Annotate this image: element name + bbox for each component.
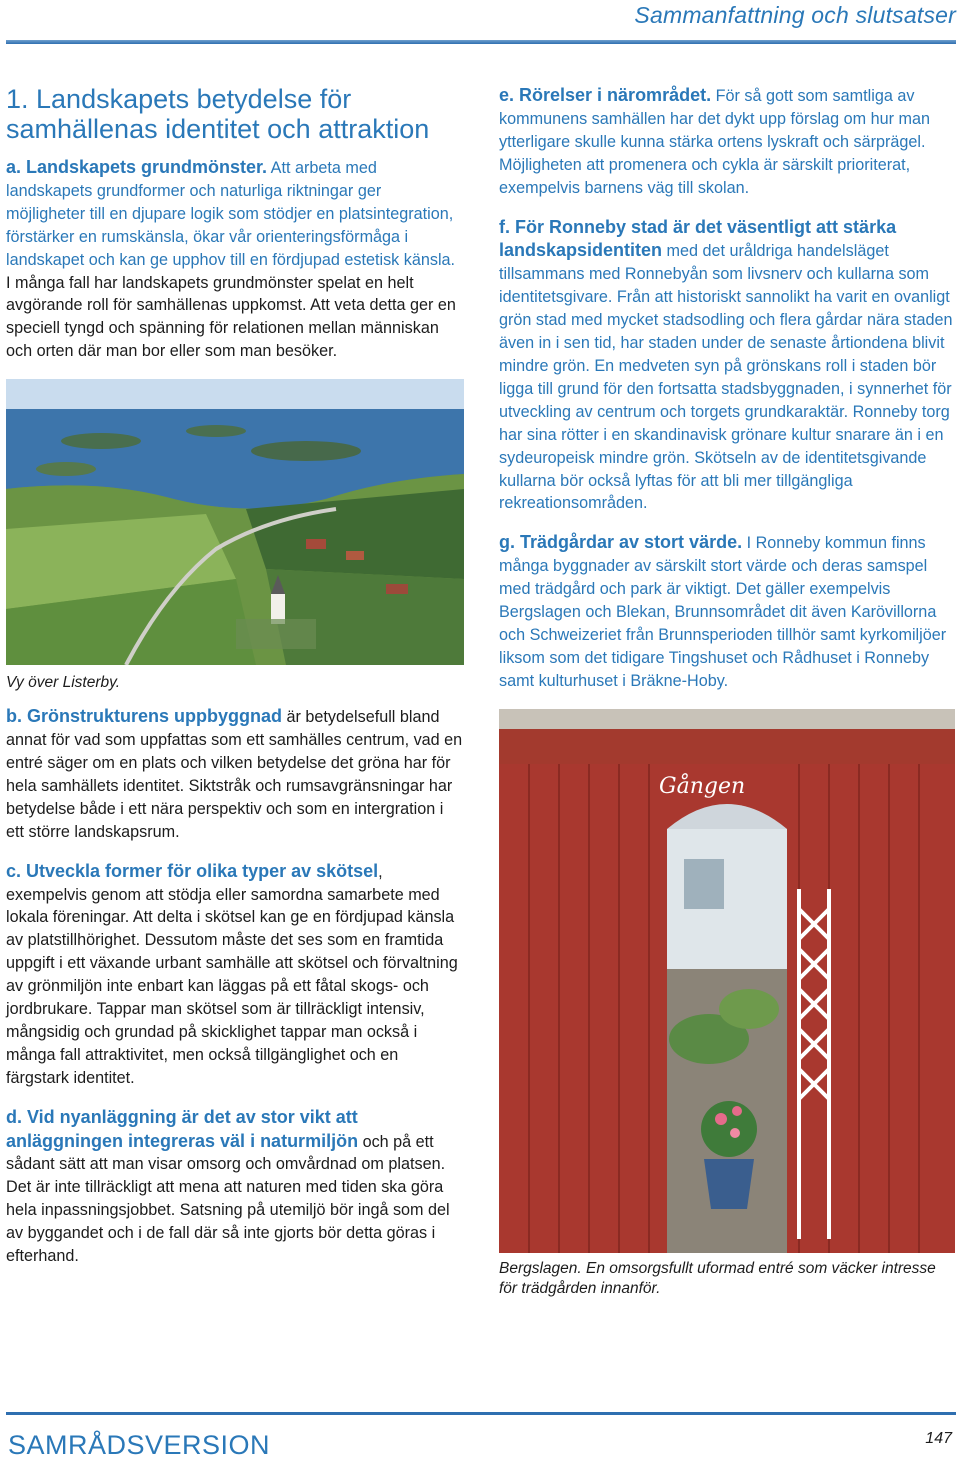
heading-f: f. För Ronneby stad är det väsentligt att stärka landskapsidentiten [499, 216, 897, 261]
aerial-caption: Vy över Listerby. [6, 674, 121, 692]
gate-photo-bergslagen [499, 709, 955, 1253]
section-title: 1. Landskapets betydelse för samhällenas identitet och attraktion [6, 84, 430, 144]
body-b: är betydelsefull bland annat för vad som uppfattas som ett samhälles centrum, vad en entré säger om en plats och vilken betydelse det gröna har för hela samhällets identitet. Siktstråk och rumsavgränsningar har betydelse både i ett nära perspektiv och som en intergration i ett större landskapsrum. [6, 708, 463, 841]
left-column [6, 84, 464, 1284]
paragraph-a [6, 156, 464, 363]
right-column [499, 84, 955, 1299]
body-a-accent: Att arbeta med landskapets grundformer och naturliga riktningar ger möjligheter till en djupare logik som stödjer en platsintegration, förstärker en rumskänsla, ökar vår orienteringsförmåga i landskapet och kan ge upphov till en fördjupad estetisk känsla. [6, 159, 456, 269]
gate-caption: Bergslagen. En omsorgsfullt uformad entré som väcker intresse för trädgården innanför. [499, 1259, 936, 1297]
paragraph-d [6, 1106, 464, 1268]
paragraph-f [499, 216, 955, 516]
aerial-photo-listerby [6, 379, 464, 665]
heading-c: c. Utveckla former för olika typer av skötsel [6, 860, 379, 881]
body-g: I Ronneby kommun finns många byggnader av särskilt stort värde och deras samspel med trädgård och park är viktigt. Det gäller exempelvis Bergslagen och Blekan, Brunnsområdet dit även Karövillorna och Schweizeriet från Brunnsperioden tillhör samt kyrkomiljöer liksom som det tidigare Tingshuset och Rådhuset i Ronneby samt kulturhuset i Bräkne-Hoby. [499, 534, 947, 690]
heading-e: e. Rörelser i närområdet. [499, 85, 712, 105]
body-a: I många fall har landskapets grundmönster spelat en helt avgörande roll för samhällenas uppkomst. Att veta detta ger en speciell tyngd och spänning för relationen mellan människan och orten där man bor eller som man besöker. [6, 273, 456, 361]
running-header: Sammanfattning och slutsatser [634, 2, 956, 28]
body-c: , exempelvis genom att stödja eller samordna samarbete med lokala föreningar. Att delta i skötsel kan ge en fördjupad känsla av platstillhörighet. Dessutom måste det ses som en framtida uppgift i ett växande urbant samhälle att skötsel och förvaltning av grönmiljön inte enbart kan läggas på ett fåtal skogs- och jordbrukare. Tappar man skötsel som är tillräckligt intensiv, mångsidig och grundad på skicklighet tappar man också i många fall attraktivitet, men också tillgänglighet och en färgstark identitet. [6, 862, 458, 1087]
page-number: 147 [925, 1430, 952, 1447]
aerial-photo-illustration [6, 379, 464, 665]
body-e: För så gott som samtliga av kommunens samhällen har det dykt upp förslag om hur man ytterligare skulle kunna stärka ortens lyskraft och särprägel. Möjligheten att promenera och cykla är särskilt prioriterat, exempelvis barnens väg till skolan. [499, 87, 930, 197]
footer-label: SAMRÅDSVERSION [8, 1430, 271, 1460]
paragraph-b [6, 705, 464, 843]
paragraph-e [499, 84, 955, 200]
footer-rule [6, 1412, 956, 1415]
gate-photo-illustration [499, 709, 955, 1253]
heading-a: a. Landskapets grundmönster. [6, 157, 268, 177]
gate-sign-text: Gången [659, 773, 746, 799]
body-d: och på ett sådant sätt att man visar omsorg och omvårdnad om platsen. Det är inte tillräckligt att mena att naturen med tiden ska göra hela inpassningsjobbet. Satsning på utemiljö bör ingå som del av byggandet och i de fall där så inte gjorts bör detta göras i efterhand. [6, 1132, 450, 1266]
heading-g: g. Trädgårdar av stort värde. [499, 532, 743, 553]
paragraph-c [6, 860, 464, 1090]
heading-b: b. Grönstrukturens uppbyggnad [6, 706, 283, 727]
heading-d: d. Vid nyanläggning är det av stor vikt att anläggningen integreras väl i naturmiljön [6, 1106, 359, 1151]
body-f: med det uråldriga handelsläget tillsammans med Ronnebyån som livsnerv och kullarna som identitetsgivare. Från att historiskt sannolikt ha varit en ovanligt grön stad med mycket stadsodling och flera gårdar nära staden även in i sen tid, har staden under de senaste årtiondena blivit mindre grön. En medveten syn på grönskans roll i staden bör ligga till grund för den fortsatta stadsbyggnaden, i synnerhet för utveckling av centrum och torgets grundkaraktär. Ronneby torg har sina rötter i en skandinavisk grönare kultur snarare än i en sydeuropeisk mindre grön. Skötseln av de identitetsgivande kullarna bör också lyftas för att bli mer tillgängliga rekreationsområden. [499, 242, 953, 513]
header-rule [6, 40, 956, 44]
paragraph-g [499, 531, 955, 692]
